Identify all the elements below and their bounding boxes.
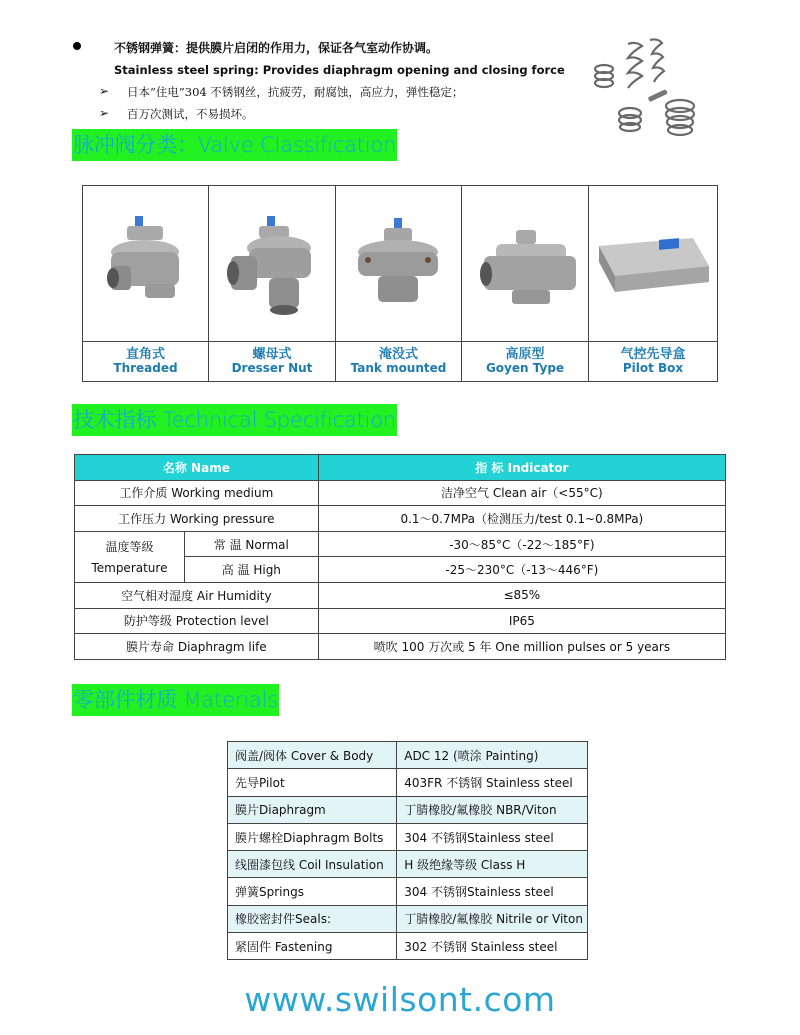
- classification-table: [82, 185, 718, 382]
- table-row: [75, 634, 726, 660]
- section-title-classification: 脉冲阀分类：Valve Classification: [72, 129, 397, 161]
- spring-title-zh: 不锈钢弹簧：提供膜片启闭的作用力，保证各气室动作协调。: [114, 41, 439, 55]
- table-row: [228, 905, 588, 932]
- classification-en: Pilot Box: [622, 361, 684, 375]
- arrow-bullet-icon: ➢: [99, 106, 110, 120]
- material-value: ADC 12 (喷涂 Painting): [397, 742, 588, 769]
- spec-table: [74, 454, 726, 660]
- spec-temperature-label-zh: 温度等级: [105, 540, 154, 555]
- table-row: [75, 506, 726, 532]
- table-row: [228, 769, 588, 796]
- springs-image: [590, 36, 705, 141]
- spec-value: -30～85°C（-22～185°F): [318, 531, 725, 557]
- spec-header-name: 名称 Name: [75, 455, 319, 481]
- classification-en: Dresser Nut: [231, 361, 313, 375]
- material-part: 线圈漆包线 Coil Insulation: [228, 851, 397, 878]
- material-part: 弹簧Springs: [228, 878, 397, 905]
- arrow-bullet-icon: ➢: [99, 84, 110, 98]
- classification-zh: 直角式: [125, 347, 165, 362]
- spec-value: 0.1～0.7MPa（检测压力/test 0.1~0.8MPa): [318, 506, 725, 532]
- materials-table: [227, 741, 588, 960]
- spec-name: 空气相对湿度 Air Humidity: [75, 582, 319, 608]
- material-value: 302 不锈钢 Stainless steel: [397, 933, 588, 960]
- spec-name: 常 温 Normal: [184, 531, 318, 557]
- spec-temperature-label: [75, 531, 185, 582]
- spec-value: 喷吹 100 万次或 5 年 One million pulses or 5 years: [318, 634, 725, 660]
- table-row: [228, 933, 588, 960]
- material-part: 先导Pilot: [228, 769, 397, 796]
- material-part: 阀盖/阀体 Cover & Body: [228, 742, 397, 769]
- valve-threaded-image: [83, 186, 208, 342]
- table-row: [75, 582, 726, 608]
- material-value: 304 不锈钢Stainless steel: [397, 823, 588, 850]
- table-row: [228, 878, 588, 905]
- spec-value: ≤85%: [318, 582, 725, 608]
- classification-item-pilot-box: [589, 186, 717, 381]
- material-value: 304 不锈钢Stainless steel: [397, 878, 588, 905]
- table-row: [228, 851, 588, 878]
- classification-zh: 螺母式: [252, 347, 292, 362]
- bullet-dot-icon: [73, 42, 81, 50]
- material-part: 紧固件 Fastening: [228, 933, 397, 960]
- spec-value: IP65: [318, 608, 725, 634]
- table-row: [75, 608, 726, 634]
- spec-value: 洁净空气 Clean air（<55°C): [318, 480, 725, 506]
- material-part: 膜片螺栓Diaphragm Bolts: [228, 823, 397, 850]
- spec-temperature-label-en: Temperature: [91, 561, 168, 576]
- classification-en: Tank mounted: [350, 361, 447, 375]
- spring-point-2: 百万次测试，不易损坏。: [127, 107, 254, 121]
- material-value: H 级绝缘等级 Class H: [397, 851, 588, 878]
- section-title-spec: 技术指标 Technical Specification: [72, 404, 397, 436]
- spec-name: 高 温 High: [184, 557, 318, 583]
- table-row: [228, 742, 588, 769]
- table-row: [228, 823, 588, 850]
- spec-header-indicator: 指 标 Indicator: [318, 455, 725, 481]
- classification-item-tank-mounted: [336, 186, 462, 381]
- pilot-box-image: [589, 186, 717, 342]
- spec-value: -25～230°C（-13～446°F): [318, 557, 725, 583]
- classification-zh: 高原型: [505, 347, 545, 362]
- section-title-materials: 零部件材质 Materials: [72, 684, 279, 716]
- classification-en: Threaded: [113, 361, 178, 375]
- spec-name: 防护等级 Protection level: [75, 608, 319, 634]
- spec-name: 工作压力 Working pressure: [75, 506, 319, 532]
- spring-title-en: Stainless steel spring: Provides diaphragm opening and closing force: [114, 63, 565, 77]
- spec-header-row: [75, 455, 726, 481]
- material-value: 丁腈橡胶/氟橡胶 Nitrile or Viton: [397, 905, 588, 932]
- classification-item-goyen-type: [462, 186, 589, 381]
- table-row: [75, 531, 726, 557]
- classification-item-threaded: [83, 186, 209, 381]
- classification-item-dresser-nut: [209, 186, 336, 381]
- valve-tank-mounted-image: [336, 186, 461, 342]
- footer-url: www.swilsont.com: [244, 980, 556, 1019]
- classification-en: Goyen Type: [485, 361, 565, 375]
- valve-goyen-type-image: [462, 186, 588, 342]
- spring-point-1: 日本“住电”304 不锈钢丝，抗疲劳，耐腐蚀，高应力，弹性稳定；: [127, 85, 464, 99]
- spec-name: 工作介质 Working medium: [75, 480, 319, 506]
- material-part: 橡胶密封件Seals:: [228, 905, 397, 932]
- valve-dresser-nut-image: [209, 186, 335, 342]
- material-value: 丁腈橡胶/氟橡胶 NBR/Viton: [397, 796, 588, 823]
- classification-zh: 气控先导盒: [620, 347, 686, 362]
- table-row: [75, 480, 726, 506]
- classification-zh: 淹没式: [378, 347, 418, 362]
- material-part: 膜片Diaphragm: [228, 796, 397, 823]
- table-row: [228, 796, 588, 823]
- material-value: 403FR 不锈钢 Stainless steel: [397, 769, 588, 796]
- spec-name: 膜片寿命 Diaphragm life: [75, 634, 319, 660]
